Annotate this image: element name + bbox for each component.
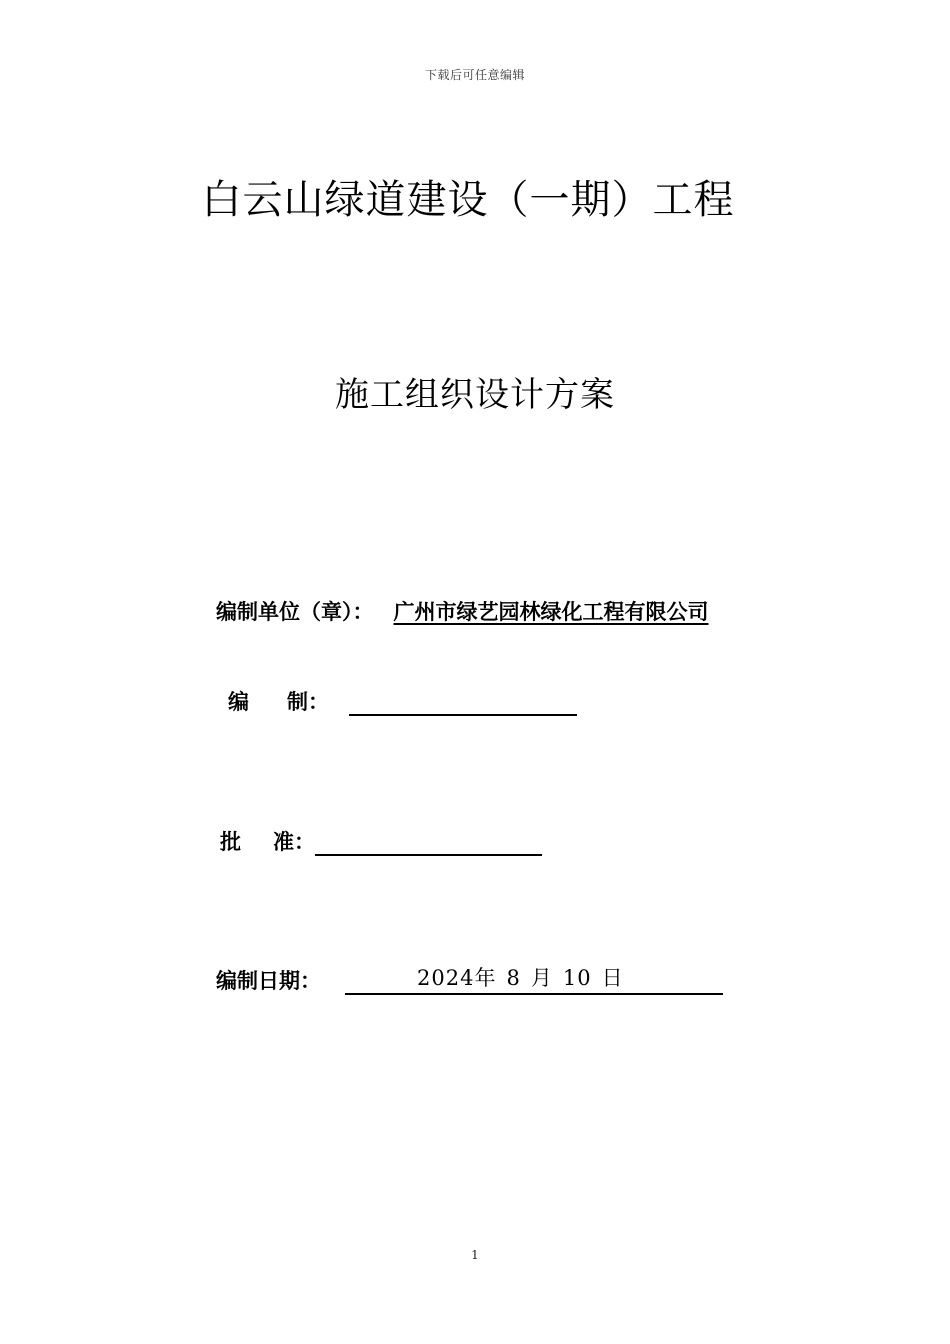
date-day-number: 10 bbox=[562, 966, 592, 990]
date-underline bbox=[345, 967, 723, 995]
compiler-label-char-2: 制： bbox=[287, 689, 329, 714]
header-note: 下载后可任意编辑 bbox=[424, 68, 525, 82]
date-month-unit: 月 bbox=[530, 966, 553, 990]
compiler-row bbox=[228, 686, 577, 716]
page-number: 1 bbox=[471, 1248, 479, 1262]
date-day-unit: 日 bbox=[601, 966, 624, 990]
date-value bbox=[417, 962, 624, 992]
compiler-label-char-1: 编 bbox=[228, 689, 249, 714]
date-row bbox=[216, 965, 723, 995]
project-title: 白云山绿道建设（一期）工程 bbox=[201, 177, 735, 223]
unit-label: 编制单位（章）： bbox=[216, 599, 374, 624]
date-label: 编制日期： bbox=[216, 968, 321, 993]
approver-label-char-1: 批 bbox=[220, 829, 241, 854]
approver-row bbox=[220, 826, 542, 856]
unit-row bbox=[216, 596, 709, 626]
unit-value: 广州市绿艺园林绿化工程有限公司 bbox=[393, 599, 709, 624]
date-month-number: 8 bbox=[506, 966, 521, 990]
compiler-signature-line[interactable] bbox=[349, 690, 577, 716]
date-year: 2024年 bbox=[417, 966, 497, 990]
document-subtitle: 施工组织设计方案 bbox=[335, 375, 615, 415]
approver-signature-line[interactable] bbox=[315, 830, 542, 856]
approver-label-char-2: 准： bbox=[273, 829, 315, 854]
